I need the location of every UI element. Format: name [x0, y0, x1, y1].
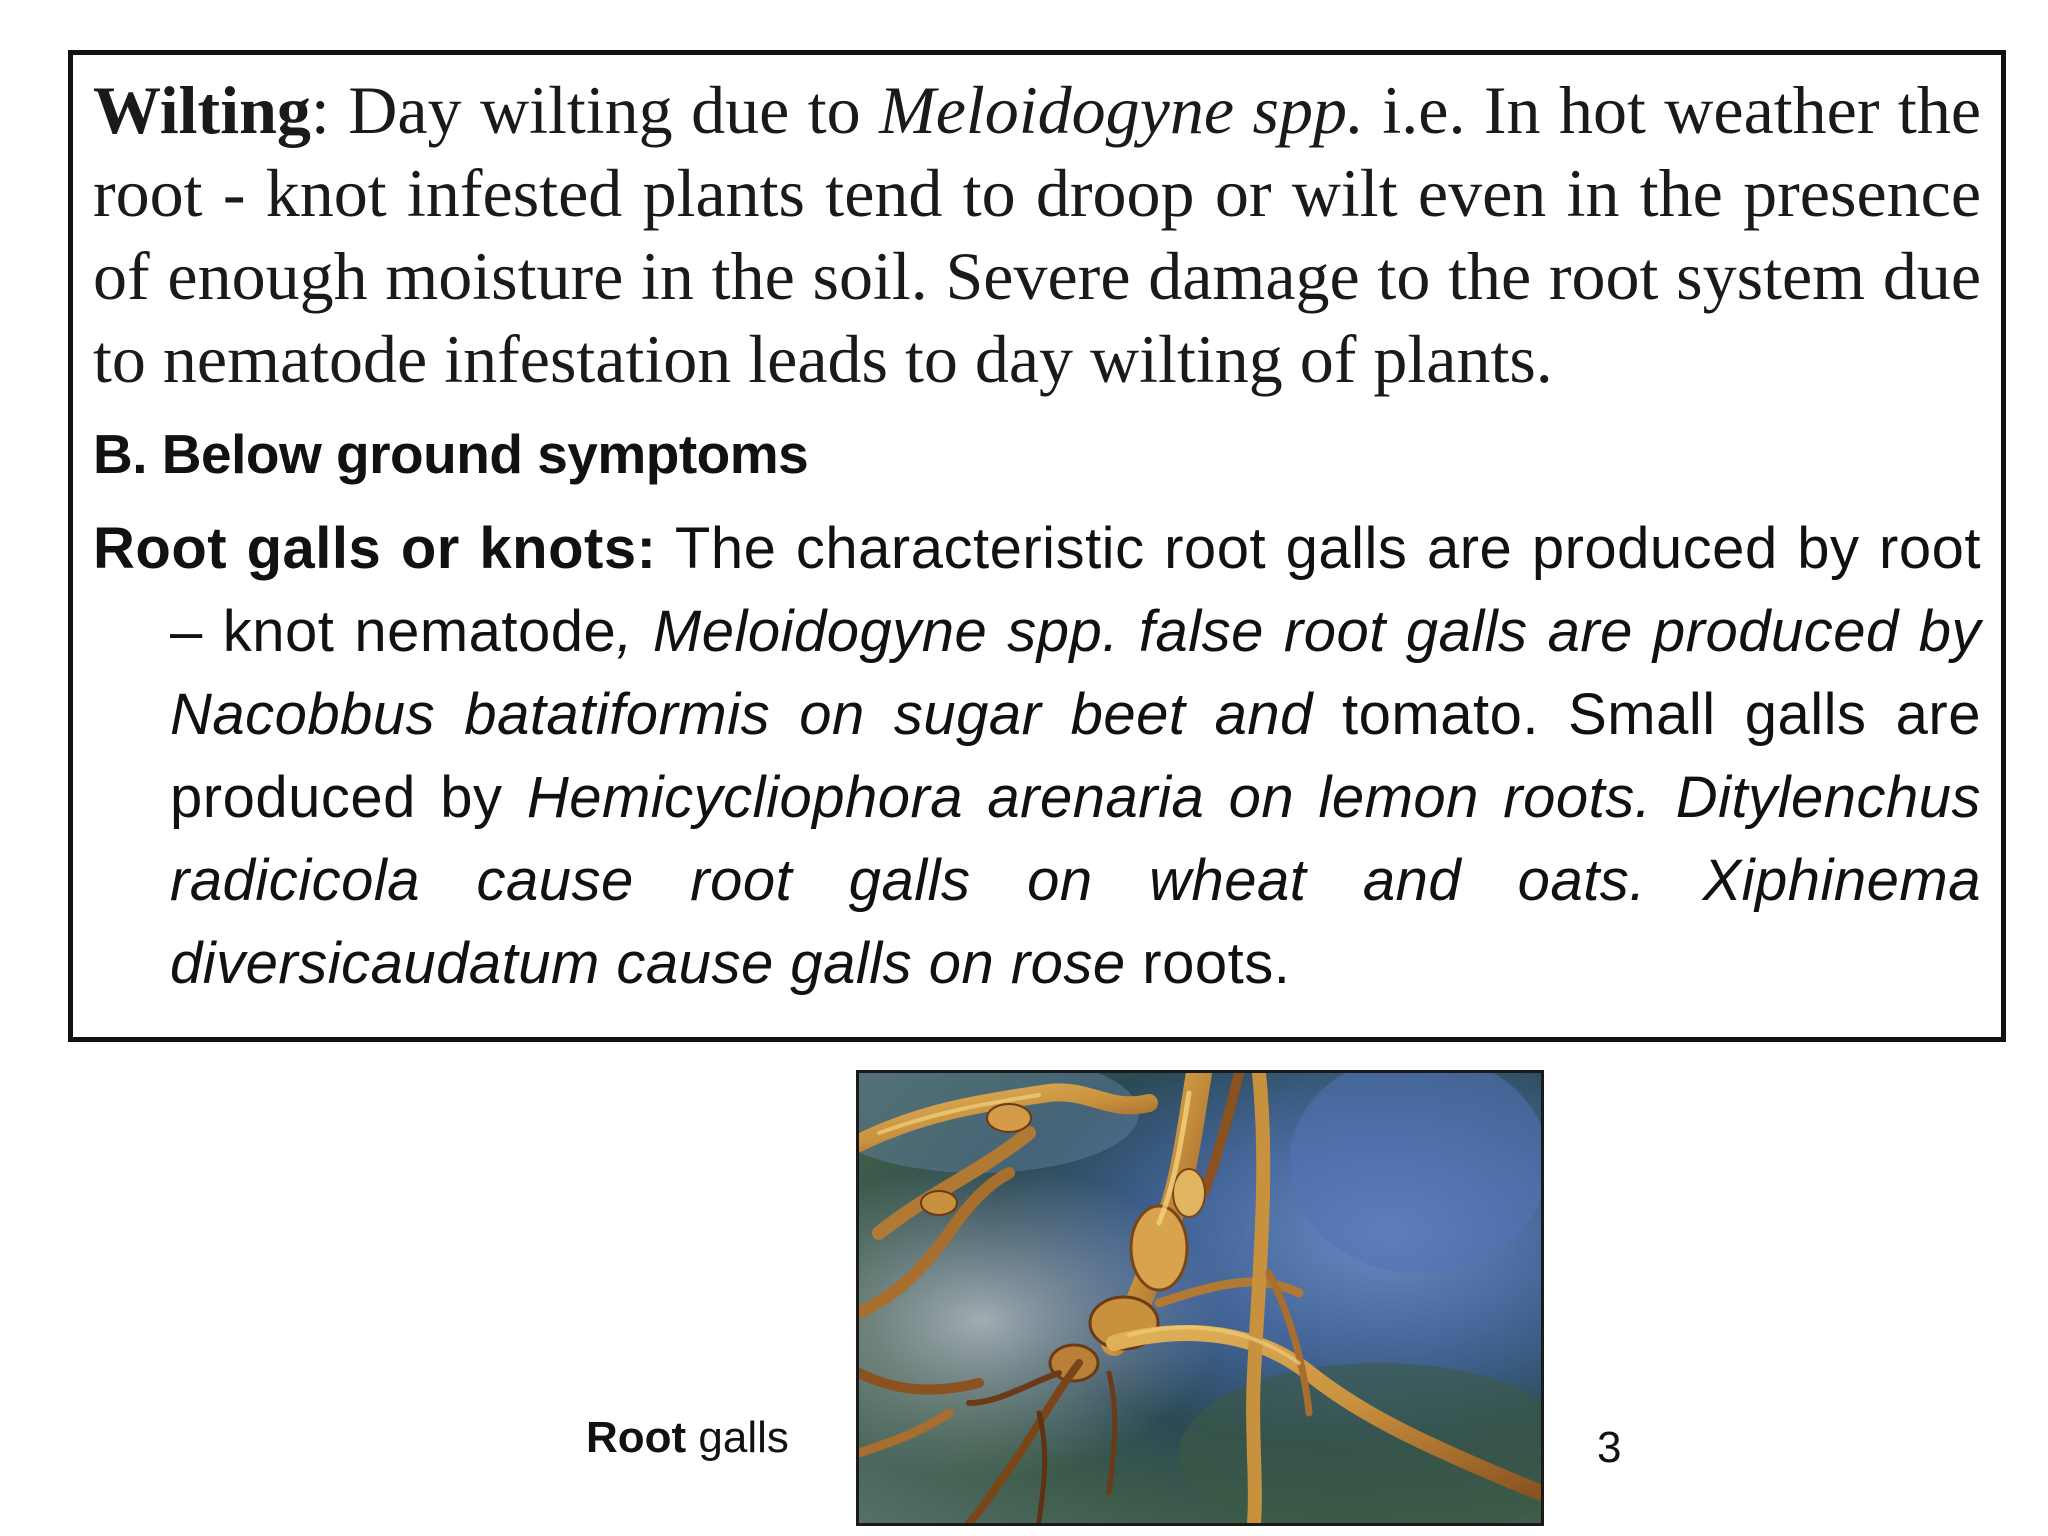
root-galls-text-3: roots.: [1125, 931, 1291, 996]
caption-rest: galls: [686, 1413, 789, 1462]
figure-caption: [586, 1410, 789, 1466]
section-heading: B. Below ground symptoms: [93, 423, 809, 485]
root-galls-illustration: [859, 1073, 1541, 1523]
wilting-species: Meloidogyne spp.: [879, 72, 1364, 148]
root-galls-text-1: The characteristic root galls are produced by root – knot nematode: [170, 516, 1982, 664]
caption-lead: Root: [586, 1413, 687, 1462]
page-number: 3: [1597, 1423, 1622, 1472]
wilting-text-2: i.e. In hot weather the root - knot infested plants tend to droop or wilt even in the presence of enough moisture in the soil. Severe damage to the root system due to nematode infestation leads to day wilting of plants.: [93, 72, 1981, 397]
wilting-colon: :: [310, 72, 330, 148]
root-galls-photo: [856, 1070, 1544, 1526]
root-galls-term: Root galls or knots:: [93, 516, 657, 581]
wilting-text-1: Day wilting due to: [329, 72, 880, 148]
root-galls-text-2: tomato. Small galls are produced by: [170, 682, 1982, 830]
root-galls-italic-2: Hemicycliophora arenaria on lemon roots. Ditylenchus radicicola cause root galls on wheat and oats. Xiphinema diversicaudatum cause galls on rose: [170, 765, 1981, 996]
content-box: [68, 50, 2006, 1042]
wilting-paragraph: [93, 69, 1981, 401]
root-galls-italic-1: , Meloidogyne spp. false root galls are produced by Nacobbus batatiformis on sugar beet and: [170, 599, 1981, 747]
wilting-term: Wilting: [93, 72, 311, 148]
root-galls-paragraph: [93, 507, 1981, 1005]
